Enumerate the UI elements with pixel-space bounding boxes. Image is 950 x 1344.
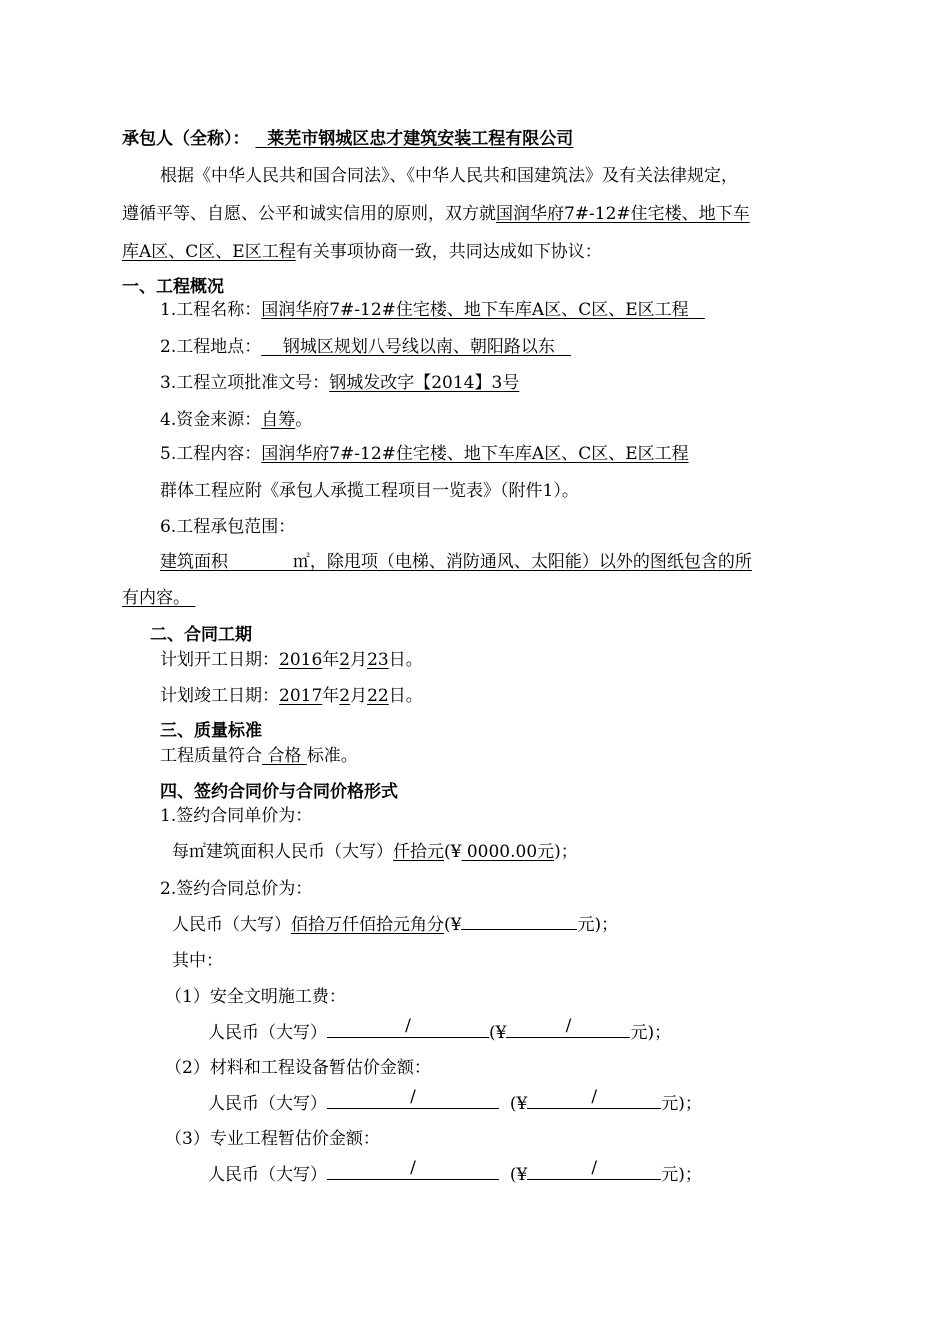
group-note: 群体工程应附《承包人承揽工程项目一览表》（附件1）。: [160, 481, 579, 501]
project-site-line: 2.工程地点： 钢城区规划八号线以南、朝阳路以东: [160, 337, 555, 357]
among-label: 其中：: [172, 951, 223, 971]
item1-words-blank: /: [327, 1020, 489, 1038]
section2-heading: 二、合同工期: [150, 625, 252, 645]
item1-label: （1）安全文明施工费：: [165, 987, 346, 1007]
quality-line: 工程质量符合 合格 标准。: [160, 746, 358, 766]
total-amount-blank: [461, 912, 577, 930]
item3-number-blank: /: [527, 1162, 661, 1180]
scope-line-2: 有内容。: [122, 588, 190, 608]
section4-heading: 四、签约合同价与合同价格形式: [160, 782, 398, 802]
scope-line-1: 建筑面积 ㎡，除甩项（电梯、消防通风、太阳能）以外的图纸包含的所: [160, 552, 752, 572]
start-date-line: 计划开工日期：2016年2月23日。: [160, 650, 423, 670]
content-line: 5.工程内容：国润华府7#-12#住宅楼、地下车库A区、C区、E区工程: [160, 444, 689, 464]
scope-label: 6.工程承包范围：: [160, 517, 296, 537]
item1-amount-line: 人民币（大写） / (¥ / 元)；: [208, 1016, 672, 1043]
unit-price-label: 1.签约合同单价为：: [160, 806, 313, 826]
contractor-label: 承包人（全称）：: [122, 129, 250, 149]
section1-heading: 一、工程概况: [122, 277, 224, 297]
item3-words-blank: /: [327, 1162, 499, 1180]
contractor-line: [122, 127, 573, 151]
intro-line-3: 库A区、C区、E区工程有关事项协商一致，共同达成如下协议：: [122, 242, 602, 262]
contractor-name: 莱芜市钢城区忠才建筑安装工程有限公司: [267, 129, 574, 149]
item3-label: （3）专业工程暂估价金额：: [165, 1129, 380, 1149]
total-price-label: 2.签约合同总价为：: [160, 879, 313, 899]
unit-price-line: 每㎡建筑面积人民币（大写）仟拾元(¥ 0000.00元)；: [172, 842, 578, 862]
item3-amount-line: 人民币（大写） / (¥ / 元)；: [208, 1158, 702, 1185]
intro-line-2: 遵循平等、自愿、公平和诚实信用的原则，双方就国润华府7#-12#住宅楼、地下车: [122, 204, 750, 224]
total-price-line: 人民币（大写）佰拾万仟佰拾元角分(¥ 元)；: [172, 912, 618, 937]
item2-words-blank: /: [327, 1091, 499, 1109]
item2-label: （2）材料和工程设备暂估价金额：: [165, 1058, 431, 1078]
intro-line-1: 根据《中华人民共和国合同法》、《中华人民共和国建筑法》及有关法律规定，: [160, 166, 738, 186]
item2-amount-line: 人民币（大写） / (¥ / 元)；: [208, 1087, 702, 1114]
project-name-line: 1.工程名称：国润华府7#-12#住宅楼、地下车库A区、C区、E区工程: [160, 300, 689, 320]
item1-number-blank: /: [506, 1020, 630, 1038]
funds-line: 4.资金来源：自筹。: [160, 410, 313, 430]
item2-number-blank: /: [527, 1091, 661, 1109]
section3-heading: 三、质量标准: [160, 721, 262, 741]
approval-line: 3.工程立项批准文号：钢城发改字【2014】3号: [160, 373, 520, 393]
end-date-line: 计划竣工日期：2017年2月22日。: [160, 686, 423, 706]
